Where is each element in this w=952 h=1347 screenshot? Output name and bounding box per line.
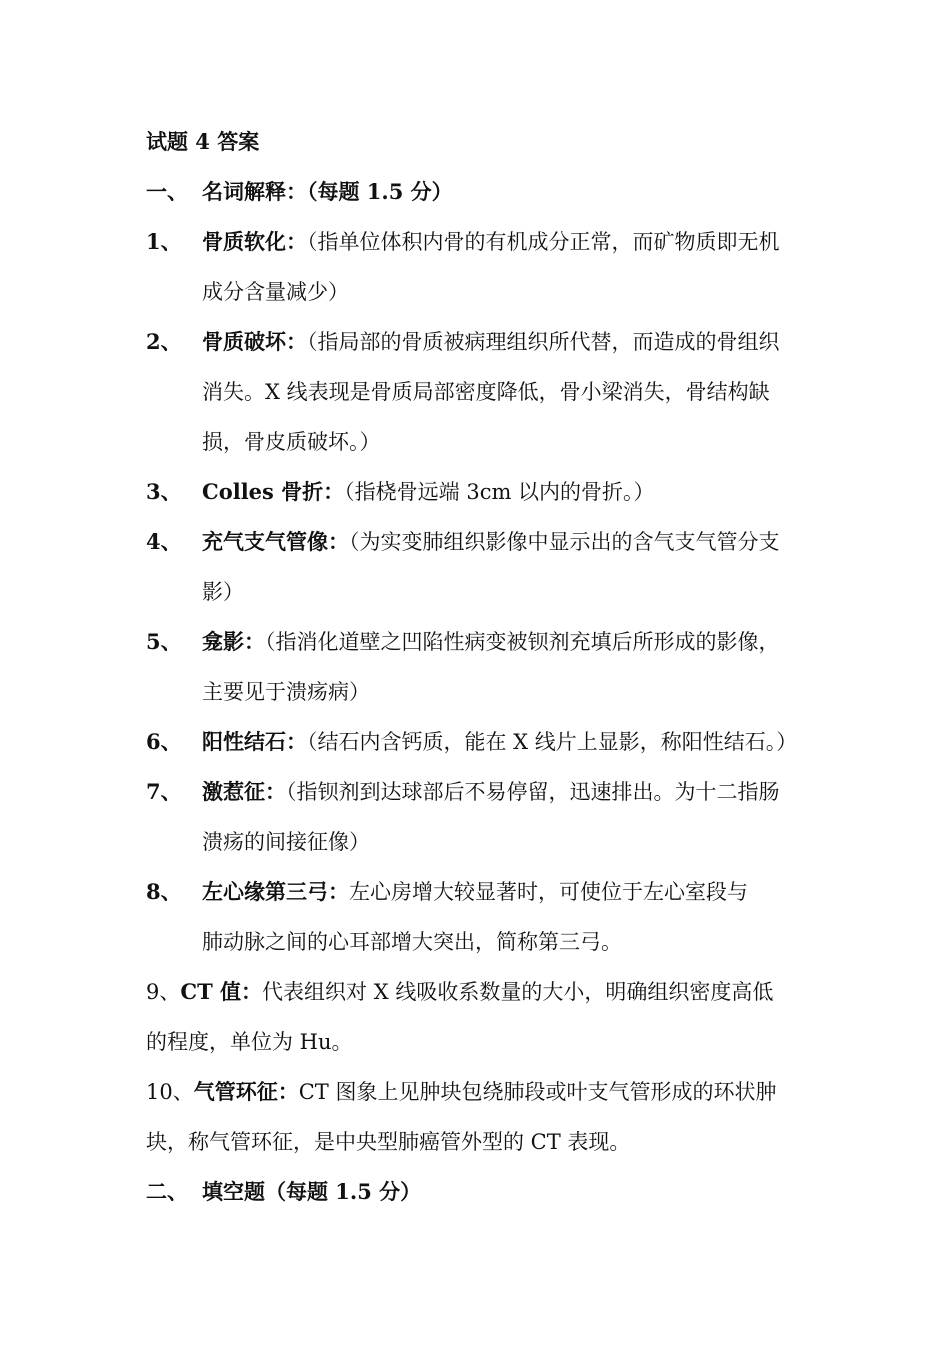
item-text: 代表组织对 X 线吸收系数量的大小，明确组织密度高低 xyxy=(262,980,774,1004)
section-number: 二、 xyxy=(146,1179,188,1204)
list-item xyxy=(146,1077,776,1107)
item-number: 6、 xyxy=(146,729,182,754)
item-number: 2、 xyxy=(146,329,182,354)
item-number: 4、 xyxy=(146,529,182,554)
item-continuation: 成分含量减少） xyxy=(202,280,349,304)
item-term: 阳性结石： xyxy=(202,729,307,754)
item-number: 5、 xyxy=(146,629,182,654)
list-item xyxy=(146,527,780,557)
section-2-heading xyxy=(146,1177,421,1207)
list-item xyxy=(146,227,780,257)
item-term: 气管环征： xyxy=(193,1079,299,1104)
item-number: 9、 xyxy=(146,980,181,1004)
item-term: 骨质破坏： xyxy=(202,329,307,354)
doc-title: 试题 4 答案 xyxy=(146,129,260,154)
item-number: 8、 xyxy=(146,879,182,904)
item-text: CT 图象上见肿块包绕肺段或叶支气管形成的环状肿 xyxy=(298,1080,777,1104)
item-continuation: 肺动脉之间的心耳部增大突出，简称第三弓。 xyxy=(202,930,622,954)
item-continuation: 主要见于溃疡病） xyxy=(202,680,370,704)
list-item xyxy=(146,327,780,357)
item-term: Colles 骨折： xyxy=(202,479,345,504)
item-term: 充气支气管像： xyxy=(202,529,349,554)
item-number: 7、 xyxy=(146,779,182,804)
item-continuation: 溃疡的间接征像） xyxy=(202,830,370,854)
section-1-heading xyxy=(146,177,453,207)
section-title: 填空题（每题 1.5 分） xyxy=(202,1179,422,1204)
section-number: 一、 xyxy=(146,179,188,204)
item-text: （指局部的骨质被病理组织所代替，而造成的骨组织 xyxy=(307,330,780,354)
list-item xyxy=(146,777,780,807)
section-title: 名词解释：（每题 1.5 分） xyxy=(202,179,453,204)
item-continuation: 块，称气管环征，是中央型肺癌管外型的 CT 表现。 xyxy=(146,1130,631,1154)
list-item xyxy=(146,627,780,657)
item-number: 10、 xyxy=(146,1080,194,1104)
item-term: 龛影： xyxy=(202,629,265,654)
item-term: 骨质软化： xyxy=(202,229,307,254)
item-text: （指钡剂到达球部后不易停留，迅速排出。为十二指肠 xyxy=(286,780,780,804)
item-text: （指单位体积内骨的有机成分正常，而矿物质即无机 xyxy=(307,230,780,254)
item-text: （指桡骨远端 3cm 以内的骨折。） xyxy=(344,480,655,504)
list-item xyxy=(146,727,797,757)
item-text: （结石内含钙质，能在 X 线片上显影，称阳性结石。） xyxy=(307,730,798,754)
list-item xyxy=(146,977,773,1007)
item-text: 左心房增大较显著时，可使位于左心室段与 xyxy=(349,880,748,904)
item-term: 左心缘第三弓： xyxy=(202,879,349,904)
item-text: （为实变肺组织影像中显示出的含气支气管分支 xyxy=(349,530,780,554)
item-continuation: 消失。X 线表现是骨质局部密度降低，骨小梁消失，骨结构缺 xyxy=(202,380,770,404)
item-continuation: 损，骨皮质破坏。） xyxy=(202,430,381,454)
item-text: （指消化道壁之凹陷性病变被钡剂充填后所形成的影像， xyxy=(265,630,780,654)
item-continuation: 影） xyxy=(202,580,244,604)
item-continuation: 的程度，单位为 Hu。 xyxy=(146,1030,353,1054)
list-item xyxy=(146,477,655,507)
item-number: 1、 xyxy=(146,229,182,254)
item-number: 3、 xyxy=(146,479,182,504)
item-term: CT 值： xyxy=(180,979,263,1004)
item-term: 激惹征： xyxy=(202,779,286,804)
list-item xyxy=(146,877,748,907)
